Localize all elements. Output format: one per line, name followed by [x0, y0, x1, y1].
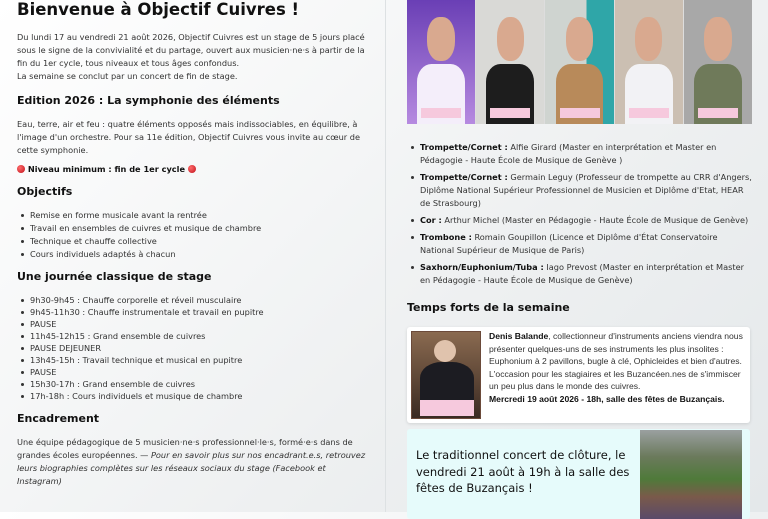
level-note [17, 163, 372, 176]
member-desc: Germain Leguy (Professeur de trompette au CRR d'Angers, Diplôme National Supérieur Professionnel de Musicien et Diplôme d'Etat, HEAR de Strasbourg) [420, 172, 752, 208]
team-member [407, 261, 752, 287]
member-role: Saxhorn/Euphonium/Tuba : [420, 262, 544, 272]
intro-text: Du lundi 17 au vendredi 21 août 2026, Objectif Cuivres est un stage de 5 jours placé sous le signe de la convivialité et du partage, ouvert aux musicien·ne·s à partir de la fin du 1er cycle, tous niveaux et tous âges confondus. [17, 32, 365, 68]
page-title: Bienvenue à Objectif Cuivres ! [17, 0, 300, 19]
edition-heading: Edition 2026 : La symphonie des éléments [17, 94, 280, 107]
team-photo [407, 0, 475, 124]
team-list [407, 141, 752, 287]
list-item: 17h-18h : Cours individuels et musique de chambre [17, 390, 372, 402]
left-column [17, 0, 372, 488]
encadrement-italic: Pour en savoir plus sur nos encadrant.e.s, retrouvez leurs biographies complètes sur les réseaux sociaux du stage (Facebook et Instagram) [17, 450, 366, 486]
member-role: Trompette/Cornet : [420, 142, 508, 152]
member-role: Trompette/Cornet : [420, 172, 508, 182]
list-item: 9h45-11h30 : Chauffe instrumentale et travail en pupitre [17, 306, 372, 318]
event-date: Mercredi 19 août 2026 - 18h, salle des fêtes de Buzançais. [489, 393, 725, 404]
event-text: , collectionneur d'instruments anciens viendra nous présenter quelques-uns de ses instruments les plus insolites : Euphonium à 2 pavillons, bugle à clé, Ophicleides et bien d'autres. L'occasion pour les stagiaires et les Buzancéen.nes de s'immiscer un peu plus dans le monde des cuivres. [489, 331, 743, 392]
list-item: Remise en forme musicale avant la rentrée [17, 209, 372, 222]
list-item: Cours individuels adaptés à chacun [17, 248, 372, 261]
team-member [407, 171, 752, 210]
member-desc: Alfie Girard (Master en interprétation et Master en Pédagogie - Haute École de Musique de Genève ) [420, 142, 717, 165]
list-item: 9h30-9h45 : Chauffe corporelle et réveil musculaire [17, 294, 372, 306]
list-item: 15h30-17h : Grand ensemble de cuivres [17, 378, 372, 390]
team-member [407, 214, 752, 227]
list-item: PAUSE [17, 366, 372, 378]
team-photo [684, 0, 752, 124]
concert-group-photo [640, 430, 742, 519]
edition-text: Eau, terre, air et feu : quatre éléments opposés mais indissociables, en équilibre, à l'image d'un orchestre. Pour sa 11e édition, Objectif Cuivres vous invite au cœur de cette symphonie. [17, 119, 361, 155]
list-item: PAUSE [17, 318, 372, 330]
concert-text: Le traditionnel concert de clôture, le vendredi 21 août à 19h à la salle des fêtes de Buzançais ! [416, 448, 630, 495]
objectifs-list [17, 209, 372, 261]
list-item: 11h45-12h15 : Grand ensemble de cuivres [17, 330, 372, 342]
highlight-cards [407, 327, 750, 519]
team-photo [476, 0, 544, 124]
journee-heading: Une journée classique de stage [17, 270, 212, 283]
team-member [407, 141, 752, 167]
encadrement-text [17, 436, 372, 488]
objectifs-heading: Objectifs [17, 185, 73, 198]
list-item: PAUSE DEJEUNER [17, 342, 372, 354]
red-circle-icon [188, 165, 196, 173]
red-circle-icon [17, 165, 25, 173]
team-member [407, 231, 752, 257]
list-item: Travail en ensembles de cuivres et musique de chambre [17, 222, 372, 235]
team-photo-strip [407, 0, 752, 124]
highlights-heading: Temps forts de la semaine [407, 301, 570, 314]
event-person: Denis Balande [489, 331, 549, 341]
encadrement-body: Une équipe pédagogique de 5 musicien·ne·s professionnel·le·s, formé·e·s dans de grandes écoles européennes. — [17, 437, 353, 460]
team-photo [615, 0, 683, 124]
event-card [407, 327, 750, 423]
member-desc: Iago Prevost (Master en interprétation et Master en Pédagogie - Haute École de Musique de Genève) [420, 262, 744, 285]
member-desc: Romain Goupillon (Licence et Diplôme d'État Conservatoire National Supérieur de Musique de Paris) [420, 232, 718, 255]
member-desc: Arthur Michel (Master en Pédagogie - Haute École de Musique de Genève) [441, 215, 749, 225]
column-divider [385, 0, 386, 512]
list-item: 13h45-15h : Travail technique et musical en pupitre [17, 354, 372, 366]
member-role: Trombone : [420, 232, 472, 242]
collector-photo [411, 331, 481, 419]
conclusion-text: La semaine se conclut par un concert de fin de stage. [17, 71, 238, 81]
list-item: Technique et chauffe collective [17, 235, 372, 248]
schedule-list [17, 294, 372, 402]
member-role: Cor : [420, 215, 442, 225]
encadrement-heading: Encadrement [17, 412, 100, 425]
level-text: Niveau minimum : fin de 1er cycle [27, 164, 186, 174]
team-photo [545, 0, 613, 124]
right-column [407, 0, 752, 495]
event-description [489, 327, 750, 410]
concert-card [407, 429, 750, 519]
